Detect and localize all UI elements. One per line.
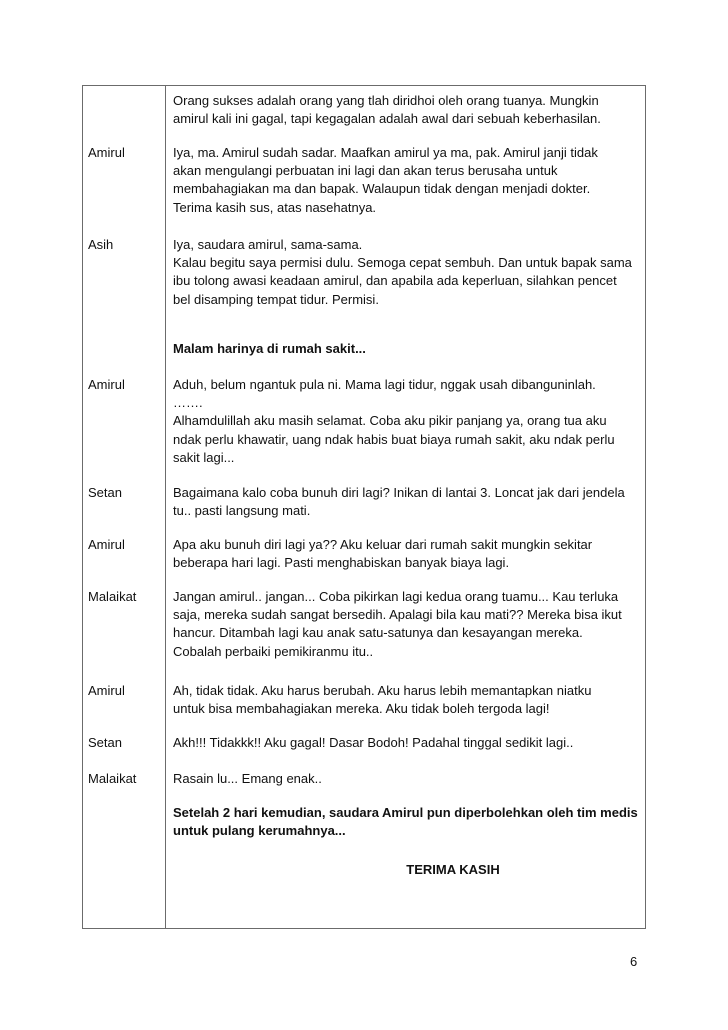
dialogue-text [173, 536, 643, 572]
dialogue-line: Kalau begitu saya permisi dulu. Semoga cepat sembuh. Dan untuk bapak sama [173, 255, 632, 271]
dialogue-line: sakit lagi... [173, 449, 235, 465]
dialogue-text [173, 682, 643, 718]
dialogue-line: beberapa hari lagi. Pasti menghabiskan banyak biaya lagi. [173, 555, 510, 571]
dialogue-text [173, 236, 643, 309]
dialogue-line: Apa aku bunuh diri lagi ya?? Aku keluar dari rumah sakit mungkin sekitar [173, 537, 593, 552]
speaker-name: Amirul [88, 377, 125, 392]
dialogue-text [173, 484, 643, 520]
page-number: 6 [630, 954, 638, 969]
dialogue-line: Terima kasih sus, atas nasehatnya. [173, 199, 377, 215]
dialogue-line: amirul kali ini gagal, tapi kegagalan adalah awal dari sebuah keberhasilan. [173, 111, 601, 127]
dialogue-line: untuk pulang kerumahnya... [173, 823, 346, 839]
script-table [82, 85, 646, 929]
dialogue-line: Rasain lu... Emang enak.. [173, 771, 322, 786]
dialogue-line: Cobalah perbaiki pemikiranmu itu.. [173, 643, 374, 659]
dialogue-text [173, 144, 643, 217]
dialogue-line: tu.. pasti langsung mati. [173, 503, 311, 519]
dialogue-line: Setelah 2 hari kemudian, saudara Amirul pun diperbolehkan oleh tim medis [173, 805, 638, 820]
speaker-name: Malaikat [88, 771, 137, 786]
speaker-name: Setan [88, 485, 122, 500]
dialogue-text [173, 588, 643, 661]
dialogue-line: ……. [173, 395, 203, 411]
dialogue-line: Malam harinya di rumah sakit... [173, 341, 366, 356]
dialogue-line: Iya, ma. Amirul sudah sadar. Maafkan amirul ya ma, pak. Amirul janji tidak [173, 145, 598, 160]
dialogue-text [173, 770, 643, 788]
dialogue-line: Alhamdulillah aku masih selamat. Coba aku pikir panjang ya, orang tua aku [173, 413, 607, 429]
speaker-name: Asih [88, 237, 114, 252]
speaker-name: Amirul [88, 145, 125, 160]
dialogue-line: Ah, tidak tidak. Aku harus berubah. Aku harus lebih memantapkan niatku [173, 683, 592, 698]
dialogue-line: hancur. Ditambah lagi kau anak satu-satunya dan kesayangan mereka. [173, 625, 583, 641]
dialogue-text [173, 376, 643, 467]
dialogue-line: Bagaimana kalo coba bunuh diri lagi? Inikan di lantai 3. Loncat jak dari jendela [173, 485, 625, 500]
dialogue-line: Jangan amirul.. jangan... Coba pikirkan lagi kedua orang tuamu... Kau terluka [173, 589, 619, 604]
dialogue-line: Akh!!! Tidakkk!! Aku gagal! Dasar Bodoh! Padahal tinggal sedikit lagi.. [173, 735, 574, 750]
closing-block [173, 861, 643, 879]
dialogue-line: untuk bisa membahagiakan mereka. Aku tidak boleh tergoda lagi! [173, 701, 550, 717]
dialogue-line: Aduh, belum ngantuk pula ni. Mama lagi tidur, nggak usah dibanguninlah. [173, 377, 596, 392]
speaker-name: Amirul [88, 537, 125, 552]
dialogue-line: saja, mereka sudah sangat bersedih. Apalagi bila kau mati?? Mereka bisa ikut [173, 607, 622, 623]
dialogue-text [173, 340, 643, 358]
dialogue-text [173, 804, 643, 840]
speaker-name: Amirul [88, 683, 125, 698]
speaker-name: Malaikat [88, 589, 137, 604]
dialogue-line: Orang sukses adalah orang yang tlah diridhoi oleh orang tuanya. Mungkin [173, 93, 599, 108]
dialogue-line: membahagiakan ma dan bapak. Walaupun tidak dengan menjadi dokter. [173, 181, 591, 197]
closing-text: TERIMA KASIH [406, 862, 500, 877]
dialogue-text [173, 734, 643, 752]
dialogue-line: bel disamping tempat tidur. Permisi. [173, 291, 379, 307]
dialogue-line: ndak perlu khawatir, uang ndak habis buat biaya rumah sakit, aku ndak perlu [173, 431, 615, 447]
column-divider [165, 86, 166, 928]
dialogue-line: akan mengulangi perbuatan ini lagi dan akan terus berusaha untuk [173, 163, 558, 179]
dialogue-line: ibu tolong awasi keadaan amirul, dan apabila ada keperluan, silahkan pencet [173, 273, 617, 289]
dialogue-line: Iya, saudara amirul, sama-sama. [173, 237, 363, 252]
speaker-name: Setan [88, 735, 122, 750]
dialogue-text [173, 92, 643, 128]
